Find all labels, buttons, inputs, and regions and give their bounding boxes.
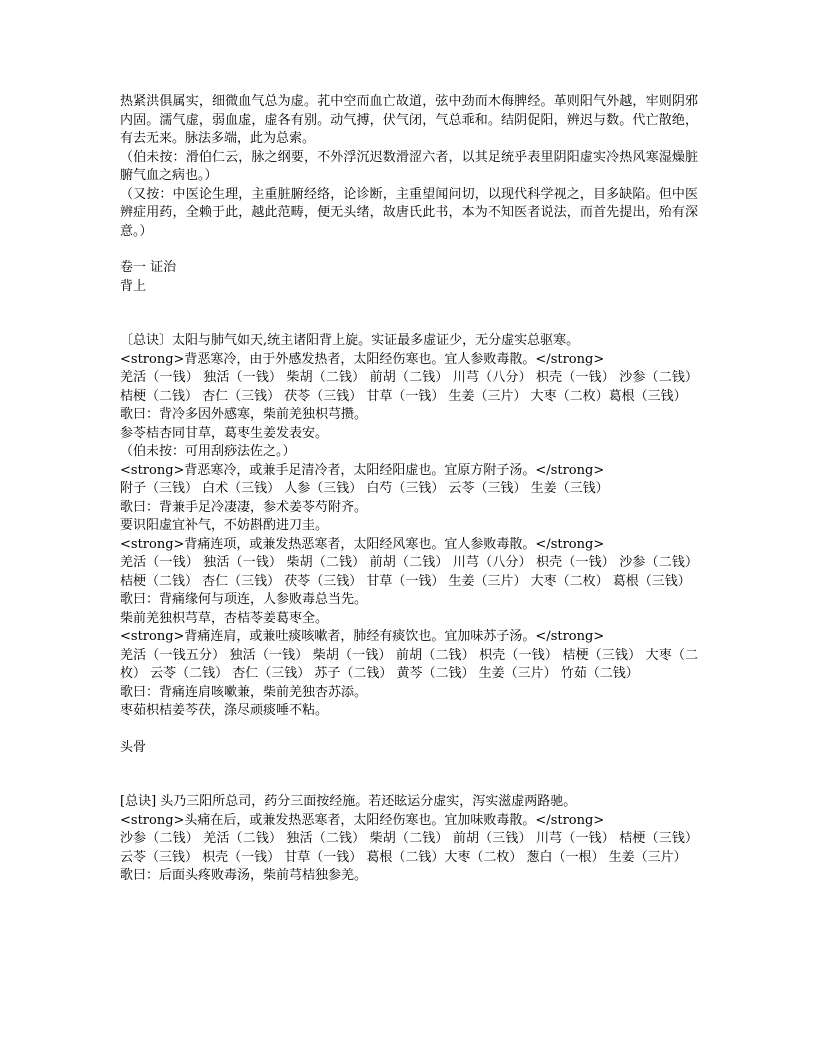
intro-note: （又按：中医论生理，主重脏腑经络，论诊断，主重望闻问切，以现代科学视之，目多缺陷。但中医辨症用药，全赖于此，越此范畴，便无头绪，故唐氏此书，本为不知医者说法，而首先提出，殆有深意。）: [120, 186, 698, 239]
back-line: 羌活（一钱） 独活（一钱） 柴胡（二钱） 前胡（二钱） 川芎（八分） 枳壳（一钱） 沙参（二钱） 桔梗（二钱） 杏仁（三钱） 茯苓（三钱） 甘草（一钱） 生姜（三片） 大枣（二枚）葛根（三钱）: [120, 370, 698, 404]
chapter-title: 卷一 证治: [120, 260, 177, 275]
back-line: 歌曰：背痛缘何与项连，人参败毒总当先。: [120, 592, 368, 607]
back-line: 参苓桔杏同甘草，葛枣生姜发表安。: [120, 425, 329, 441]
back-line: 〔总诀〕太阳与肺气如天,统主诸阳背上旋。实证最多虚证少，无分虚实总驱寒。: [120, 333, 580, 348]
back-line: 柴前羌独枳芎草，杏桔苓姜葛枣全。: [120, 610, 329, 626]
back-line: 羌活（一钱） 独活（一钱） 柴胡（二钱） 前胡（二钱） 川芎（八分） 枳壳（一钱） 沙参（二钱） 桔梗（二钱） 杏仁（三钱） 茯苓（三钱） 甘草（一钱） 生姜（三片） 大枣（二枚） 葛根（三钱）: [120, 555, 698, 589]
back-line: <strong>背恶寒冷，由于外感发热者，太阳经伤寒也。宜人参败毒散。</strong>: [120, 351, 605, 367]
back-line: （伯未按：可用刮痧法佐之。）: [120, 444, 296, 459]
page-content: [120, 93, 698, 886]
head-line: [总诀] 头乃三阳所总司，药分三面按经施。若还眩运分虚实，泻实滋虚两路驰。: [120, 794, 577, 809]
back-line: 歌曰：背痛连肩咳嗽兼，柴前羌独杏苏添。: [120, 684, 368, 700]
head-line: 沙参（二钱） 羌活（二钱） 独活（二钱） 柴胡（二钱） 前胡（三钱） 川芎（一钱） 桔梗（三钱） 云苓（三钱） 枳壳（一钱） 甘草（一钱） 葛根（二钱）大枣（二枚） 葱白（一根） 生姜（三片）: [120, 831, 698, 865]
section-heading-back: 背上: [120, 278, 147, 294]
back-line: 枣茹枳桔姜芩茯，涤尽顽痰唾不粘。: [120, 703, 329, 718]
back-line: 要识阳虚宜补气，不妨斟酌进刀圭。: [120, 518, 329, 533]
back-line: 羌活（一钱五分） 独活（一钱） 柴胡（一钱） 前胡（二钱） 枳壳（一钱） 桔梗（三钱） 大枣（二枚） 云苓（二钱） 杏仁（三钱） 苏子（二钱） 黄芩（二钱） 生姜（三片） 竹茹（二钱）: [120, 647, 698, 681]
head-line: <strong>头痛在后，或兼发热恶寒者，太阳经伤寒也。宜加味败毒散。</strong>: [120, 812, 605, 828]
intro-note: （伯未按：滑伯仁云，脉之纲要，不外浮沉迟数滑涩六者，以其足统乎表里阴阳虚实冷热风寒湿燥脏腑气血之病也。）: [120, 149, 698, 183]
section-heading-head: 头骨: [120, 739, 147, 755]
back-line: 附子（三钱） 白术（三钱） 人参（三钱） 白芍（三钱） 云苓（三钱） 生姜（三钱）: [120, 481, 609, 496]
back-line: <strong>背痛连项，或兼发热恶寒者，太阳经风寒也。宜人参败毒散。</strong>: [120, 536, 605, 552]
back-line: <strong>背恶寒冷，或兼手足清冷者，太阳经阳虚也。宜原方附子汤。</strong>: [120, 462, 605, 478]
back-line: <strong>背痛连肩，或兼吐痰咳嗽者，肺经有痰饮也。宜加味苏子汤。</strong>: [120, 629, 605, 644]
back-line: 歌曰：背兼手足冷凄凄，参术姜苓芍附齐。: [120, 499, 368, 515]
back-line: 歌曰：背冷多因外感寒，柴前羌独枳芎攒。: [120, 407, 368, 422]
intro-paragraph: 热紧洪俱属实，细微血气总为虚。芤中空而血亡故道，弦中劲而木侮脾经。革则阳气外越，牢则阴邪内固。濡气虚，弱血虚，虚各有别。动气搏，伏气闭，气总乖和。结阴促阳，辨迟与数。代亡散绝，有去无来。脉法多端，此为总索。: [120, 94, 698, 146]
head-line: 歌曰：后面头疼败毒汤，柴前芎桔独参羌。: [120, 868, 368, 883]
